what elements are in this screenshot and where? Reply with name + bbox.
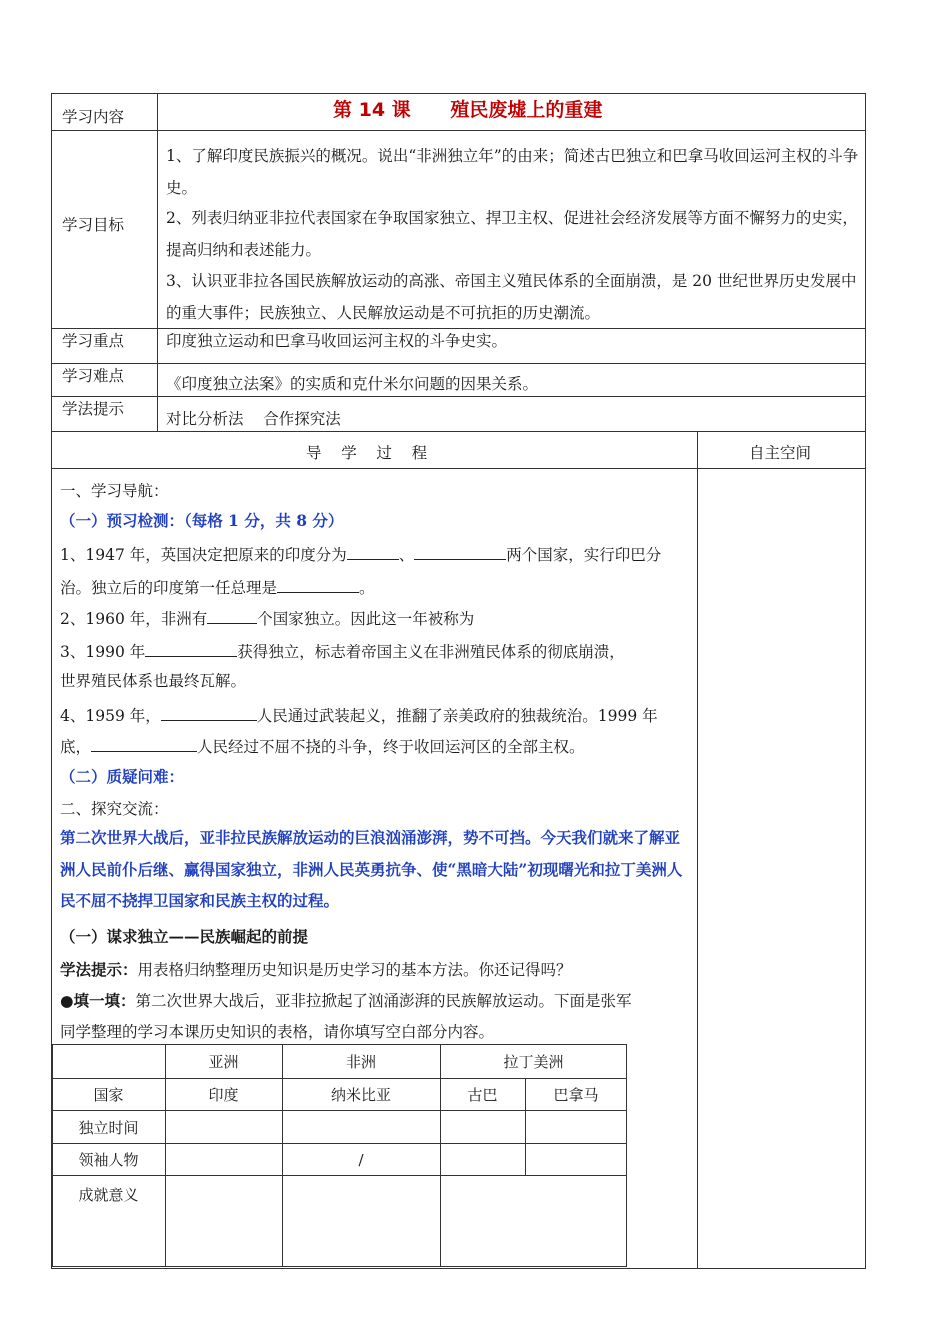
goal-1: 1、了解印度民族振兴的概况。说出“非洲独立年”的由来；简述古巴独立和巴拿马收回运河主权的斗争史。 — [166, 147, 859, 197]
label-content: 学习内容 — [62, 108, 125, 126]
tip-line: 学法提示：用表格归纳整理历史知识是历史学习的基本方法。你还记得吗？ — [60, 960, 572, 979]
country-panama: 巴拿马 — [553, 1086, 599, 1104]
difficulty-point: 《印度独立法案》的实质和克什米尔问题的因果关系。 — [166, 375, 539, 393]
blank-field[interactable] — [277, 576, 359, 593]
goal-2: 2、列表归纳亚非拉代表国家在争取国家独立、捍卫主权、促进社会经济发展等方面不懈努力的史实，提高归纳和表述能力。 — [166, 209, 858, 259]
section-1b: （二）质疑问难： — [60, 767, 185, 786]
label-goals: 学习目标 — [62, 216, 125, 234]
question-4-line1: 4、1959 年， 人民通过武装起义，推翻了亲美政府的独裁统治。1999 年 — [60, 704, 658, 726]
country-cuba: 古巴 — [467, 1086, 498, 1104]
country-namibia: 纳米比亚 — [330, 1086, 391, 1104]
region-asia: 亚洲 — [208, 1053, 239, 1071]
label-difficulty: 学习难点 — [62, 367, 125, 385]
question-2: 2、1960 年，非洲有 个国家独立。因此这一年被称为 — [60, 607, 474, 629]
row-label-leader: 领袖人物 — [78, 1151, 139, 1169]
blank-field[interactable] — [414, 543, 506, 560]
country-india: 印度 — [208, 1086, 239, 1104]
fill-line-1: ●填一填：第二次世界大战后，亚非拉掀起了汹涌澎湃的民族解放运动。下面是张军 — [60, 991, 632, 1010]
section-1a: （一）预习检测：（每格 1 分，共 8 分） — [60, 511, 344, 530]
blank-field[interactable] — [91, 735, 197, 752]
lesson-title: 第 14 课 殖民废墟上的重建 — [333, 99, 603, 121]
question-1-line2: 治。独立后的印度第一任总理是 。 — [60, 576, 375, 598]
label-method: 学法提示 — [62, 400, 125, 418]
fill-line-2: 同学整理的学习本课历史知识的表格，请你填写空白部分内容。 — [60, 1023, 495, 1041]
row-label-country: 国家 — [93, 1086, 124, 1104]
region-latin-america: 拉丁美洲 — [503, 1053, 564, 1071]
question-1-line1: 1、1947 年，英国决定把原来的印度分为 、 两个国家，实行印巴分 — [60, 543, 661, 565]
question-3-line2: 世界殖民体系也最终瓦解。 — [60, 672, 247, 690]
question-3-line1: 3、1990 年 获得独立，标志着帝国主义在非洲殖民体系的彻底崩溃， — [60, 640, 625, 662]
intro-paragraph: 第二次世界大战后，亚非拉民族解放运动的巨浪汹涌澎湃，势不可挡。今天我们就来了解亚洲人民前仆后继、赢得国家独立，非洲人民英勇抗争、使“黑暗大陆”初现曙光和拉丁美洲人民不屈不挠捍卫国家和民族主权的过程。 — [60, 828, 683, 910]
side-heading: 自主空间 — [749, 444, 812, 462]
label-key: 学习重点 — [62, 332, 125, 350]
region-africa: 非洲 — [345, 1053, 376, 1071]
blank-field[interactable] — [145, 640, 237, 657]
leader-namibia: / — [358, 1151, 364, 1169]
process-heading: 导 学 过 程 — [306, 444, 428, 462]
goal-3: 3、认识亚非拉各国民族解放运动的高涨、帝国主义殖民体系的全面崩溃，是 20 世纪世界历史发展中的重大事件；民族独立、人民解放运动是不可抗拒的历史潮流。 — [166, 272, 857, 322]
row-label-meaning: 成就意义 — [78, 1186, 139, 1204]
blank-field[interactable] — [347, 543, 399, 560]
blank-field[interactable] — [207, 607, 257, 624]
method-text: 对比分析法 合作探究法 — [166, 410, 341, 428]
section-1: 一、学习导航： — [60, 482, 169, 500]
blank-field[interactable] — [161, 704, 257, 721]
question-4-line2: 底， 人民经过不屈不挠的斗争，终于收回运河区的全部主权。 — [60, 735, 585, 757]
section-2: 二、探究交流： — [60, 800, 169, 818]
key-point: 印度独立运动和巴拿马收回运河主权的斗争史实。 — [166, 332, 508, 350]
section-2a: （一）谋求独立——民族崛起的前提 — [60, 927, 309, 946]
row-label-time: 独立时间 — [78, 1119, 139, 1137]
